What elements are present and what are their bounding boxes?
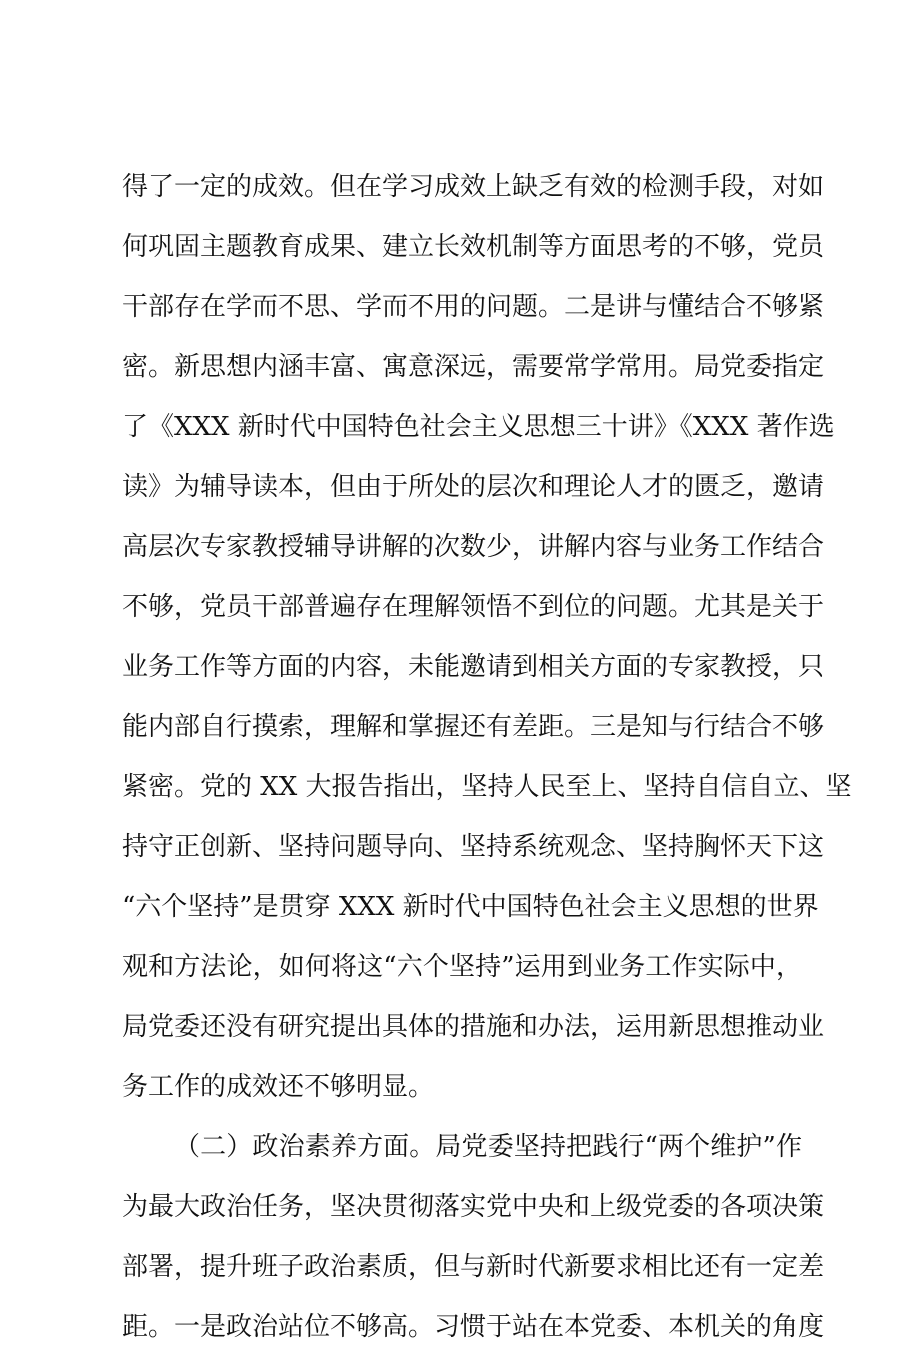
- text-line-paragraph-end: 务工作的成效还不够明显。: [122, 1072, 435, 1102]
- text-line: 持守正创新、坚持问题导向、坚持系统观念、坚持胸怀天下这: [122, 832, 825, 862]
- text-line: 业务工作等方面的内容，未能邀请到相关方面的专家教授，只: [122, 652, 825, 682]
- text-line: 距。一是政治站位不够高。习惯于站在本党委、本机关的角度: [122, 1312, 825, 1342]
- text-line: 密。新思想内涵丰富、寓意深远，需要常学常用。局党委指定: [122, 352, 825, 382]
- text-line: 观和方法论，如何将这“六个坚持”运用到业务工作实际中，: [122, 952, 802, 982]
- text-line-paragraph-start: （二）政治素养方面。局党委坚持把践行“两个维护”作: [174, 1132, 802, 1162]
- text-line: 紧密。党的 XX 大报告指出，坚持人民至上、坚持自信自立、坚: [122, 772, 852, 802]
- document-body: [122, 157, 852, 1357]
- text-line: 了《XXX 新时代中国特色社会主义思想三十讲》《XXX 著作选: [122, 412, 835, 442]
- text-line: 部署，提升班子政治素质，但与新时代新要求相比还有一定差: [122, 1252, 825, 1282]
- text-line: 为最大政治任务，坚决贯彻落实党中央和上级党委的各项决策: [122, 1192, 825, 1222]
- text-line: 局党委还没有研究提出具体的措施和办法，运用新思想推动业: [122, 1012, 825, 1042]
- text-line: 何巩固主题教育成果、建立长效机制等方面思考的不够，党员: [122, 232, 825, 262]
- text-line: 得了一定的成效。但在学习成效上缺乏有效的检测手段，对如: [122, 172, 825, 202]
- text-line: 不够，党员干部普遍存在理解领悟不到位的问题。尤其是关于: [122, 592, 825, 622]
- text-line: 读》为辅导读本，但由于所处的层次和理论人才的匮乏，邀请: [122, 472, 825, 502]
- text-line: 干部存在学而不思、学而不用的问题。二是讲与懂结合不够紧: [122, 292, 825, 322]
- text-line: “六个坚持”是贯穿 XXX 新时代中国特色社会主义思想的世界: [122, 892, 819, 922]
- text-line: 能内部自行摸索，理解和掌握还有差距。三是知与行结合不够: [122, 712, 825, 742]
- text-line: 高层次专家教授辅导讲解的次数少，讲解内容与业务工作结合: [122, 532, 825, 562]
